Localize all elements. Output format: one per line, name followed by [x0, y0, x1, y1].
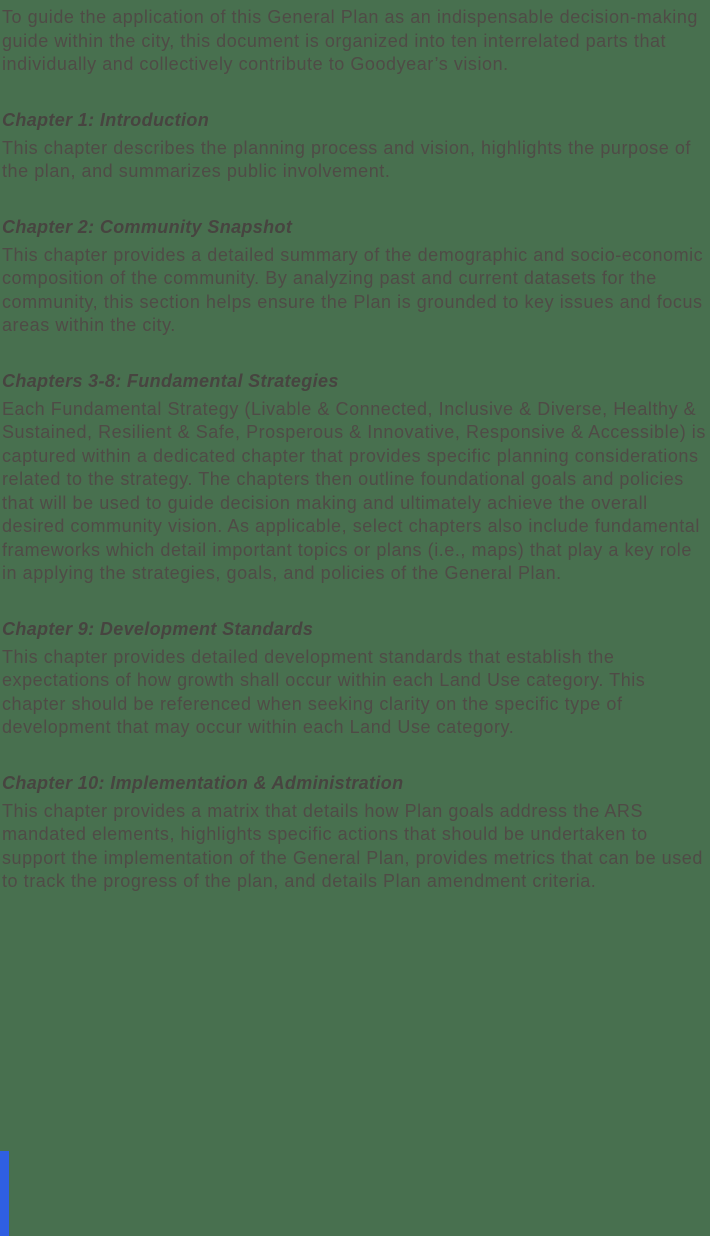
scrollbar-thumb[interactable]	[0, 1151, 9, 1236]
chapters-3-8-description: Each Fundamental Strategy (Livable & Connected, Inclusive & Diverse, Healthy & Sustained, Resilient & Safe, Prosperous & Innovative, Responsive & Accessible) is captured within a dedicated chapter that provides specific planning considerations related to the strategy. The chapters then outline foundational goals and policies that will be used to guide decision making and ultimately achieve the overall desired community vision. As applicable, select chapters also include fundamental frameworks which detail important topics or plans (i.e., maps) that play a key role in applying the strategies, goals, and policies of the General Plan.	[2, 398, 706, 583]
intro-paragraph: To guide the application of this General Plan as an indispensable decision-making guide within the city, this document is organized into ten interrelated parts that individually and collectively contribute to Goodyear’s vision.	[2, 7, 698, 74]
chapters-3-8-heading: Chapters 3-8: Fundamental Strategies	[2, 370, 339, 391]
chapter-2-description: This chapter provides a detailed summary of the demographic and socio-economic composition of the community. By analyzing past and current datasets for the community, this section helps ensure the Plan is grounded to key issues and focus areas within the city.	[2, 244, 704, 335]
chapter-10-heading: Chapter 10: Implementation & Administration	[2, 772, 404, 793]
chapter-9-description: This chapter provides detailed development standards that establish the expectations of how growth shall occur within each Land Use category. This chapter should be referenced when seeking clarity on the specific type of development that may occur within each Land Use category.	[2, 646, 646, 737]
chapter-1-description: This chapter describes the planning process and vision, highlights the purpose of the plan, and summarizes public involvement.	[2, 137, 691, 181]
chapter-2-heading: Chapter 2: Community Snapshot	[2, 216, 293, 237]
chapter-1-heading: Chapter 1: Introduction	[2, 109, 210, 130]
chapter-10-description: This chapter provides a matrix that details how Plan goals address the ARS mandated elements, highlights specific actions that should be undertaken to support the implementation of the General Plan, provides metrics that can be used to track the progress of the plan, and details Plan amendment criteria.	[2, 800, 703, 891]
chapter-9-heading: Chapter 9: Development Standards	[2, 618, 314, 639]
